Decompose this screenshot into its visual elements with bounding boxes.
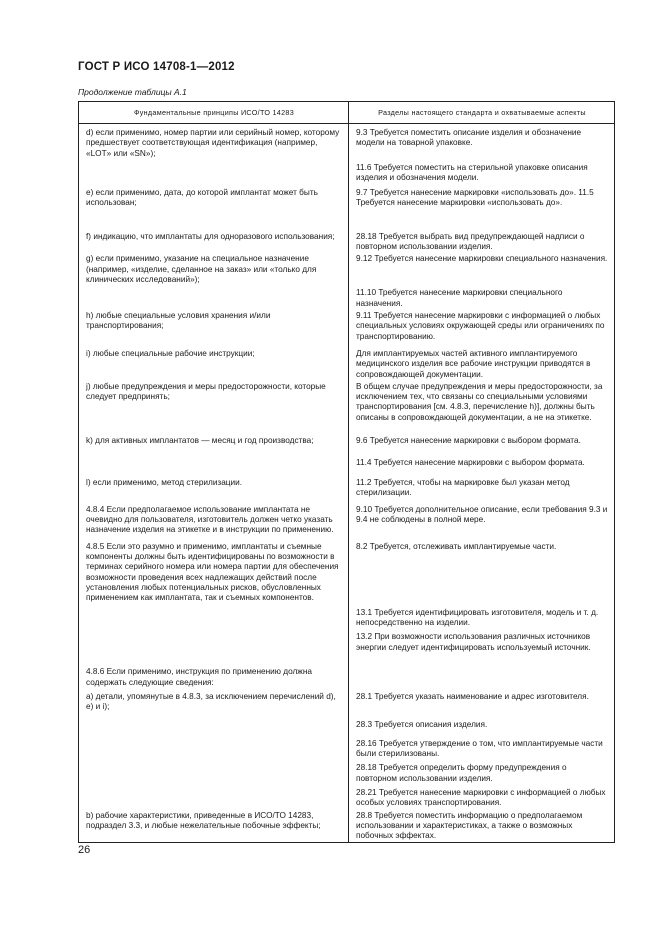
principle-cell bbox=[79, 454, 349, 475]
table-row bbox=[79, 759, 615, 784]
table-row bbox=[79, 809, 615, 842]
table-row bbox=[79, 688, 615, 716]
section-cell: 11.2 Требуется, чтобы на маркировке был указан метод стерилизации. bbox=[349, 475, 615, 499]
table-continuation-caption: Продолжение таблицы А.1 bbox=[78, 87, 187, 97]
section-cell: 13.2 При возможности использования различных источников энергии следует идентифицировать используемый источник. bbox=[349, 628, 615, 665]
principle-cell: 4.8.5 Если это разумно и применимо, имплантаты и съемные компоненты должны быть идентифицированы по возможности в терминах серийного номера или номера партии для обеспечения возможности проведения всех надлежащих действий после установления любых потенциальных рисков, обусловленных применением как имплантата, так и съемных компонентов. bbox=[79, 538, 349, 604]
principle-cell: j) любые предупреждения и меры предосторожности, которые следует предпринять; bbox=[79, 380, 349, 432]
principle-cell: 4.8.4 Если предполагаемое использование имплантата не очевидно для пользователя, изготовитель должен четко указать назначение изделия на этикетке и в инструкции по применению. bbox=[79, 499, 349, 538]
table-row bbox=[79, 628, 615, 665]
table-row bbox=[79, 285, 615, 309]
section-cell: 28.18 Требуется определить форму предупреждения о повторном использовании изделия. bbox=[349, 759, 615, 784]
section-cell: 11.6 Требуется поместить на стерильной упаковке описания изделия и обозначения модели. bbox=[349, 159, 615, 184]
table-row bbox=[79, 252, 615, 285]
table-row bbox=[79, 309, 615, 347]
principle-cell: l) если применимо, метод стерилизации. bbox=[79, 475, 349, 499]
principle-cell: i) любые специальные рабочие инструкции; bbox=[79, 347, 349, 380]
section-cell: 9.10 Требуется дополнительное описание, если требования 9.3 и 9.4 не соблюдены в полной мере. bbox=[349, 499, 615, 538]
principle-cell bbox=[79, 628, 349, 665]
table-row bbox=[79, 347, 615, 380]
principle-cell: 4.8.6 Если применимо, инструкция по применению должна содержать следующие сведения: bbox=[79, 665, 349, 688]
table-row bbox=[79, 735, 615, 760]
section-cell: 9.12 Требуется нанесение маркировки специального назначения. bbox=[349, 252, 615, 285]
table-row bbox=[79, 454, 615, 475]
table-row bbox=[79, 499, 615, 538]
section-cell: 9.7 Требуется нанесение маркировки «использовать до». 11.5 Требуется нанесение маркировки «использовать до». bbox=[349, 184, 615, 230]
page-number: 26 bbox=[78, 844, 91, 856]
table-row bbox=[79, 665, 615, 688]
section-cell: Для имплантируемых частей активного имплантируемого медицинского изделия все рабочие инструкции приводятся в сопровождающей документации. bbox=[349, 347, 615, 380]
requirements-table bbox=[78, 101, 615, 843]
principle-cell: f) индикацию, что имплантаты для одноразового использования; bbox=[79, 230, 349, 253]
section-cell: 9.3 Требуется поместить описание изделия и обозначение модели на товарной упаковке. bbox=[349, 124, 615, 159]
table-row bbox=[79, 184, 615, 230]
table-row bbox=[79, 432, 615, 454]
principle-cell bbox=[79, 735, 349, 760]
principle-cell: а) детали, упомянутые в 4.8.3, за исключением перечислений d), e) и i); bbox=[79, 688, 349, 716]
table-row bbox=[79, 380, 615, 432]
section-cell: В общем случае предупреждения и меры предосторожности, за исключением тех, что связаны со специальными условиями транспортирования [см. 4.8.3, перечисление h)], должны быть описаны в сопровождающей документации, а не на этикетке. bbox=[349, 380, 615, 432]
table-row bbox=[79, 124, 615, 159]
section-cell: 28.18 Требуется выбрать вид предупреждающей надписи о повторном использовании изделия. bbox=[349, 230, 615, 253]
table-row bbox=[79, 538, 615, 604]
table-row bbox=[79, 230, 615, 253]
section-cell: 9.11 Требуется нанесение маркировки с информацией о любых специальных условиях окружающей среды или ограничениях по транспортированию. bbox=[349, 309, 615, 347]
principle-cell: е) если применимо, дата, до которой имплантат может быть использован; bbox=[79, 184, 349, 230]
principle-cell bbox=[79, 604, 349, 629]
principle-cell: g) если применимо, указание на специальное назначение (например, «изделие, сделанное на заказ» или «только для клинических исследований»); bbox=[79, 252, 349, 285]
principle-cell: d) если применимо, номер партии или серийный номер, которому предшествует соответствующая идентификация (например, «LOT» или «SN»); bbox=[79, 124, 349, 159]
header-sections: Разделы настоящего стандарта и охватываемые аспекты bbox=[349, 102, 615, 124]
table-row bbox=[79, 716, 615, 735]
table-header-row bbox=[79, 102, 615, 124]
section-cell: 28.21 Требуется нанесение маркировки с информацией о любых особых условиях транспортирования. bbox=[349, 784, 615, 809]
section-cell: 28.1 Требуется указать наименование и адрес изготовителя. bbox=[349, 688, 615, 716]
principle-cell: b) рабочие характеристики, приведенные в ИСО/ТО 14283, подраздел 3.3, и любые нежелательные побочные эффекты; bbox=[79, 809, 349, 842]
principle-cell: h) любые специальные условия хранения и/или транспортирования; bbox=[79, 309, 349, 347]
table-row bbox=[79, 784, 615, 809]
section-cell bbox=[349, 665, 615, 688]
principle-cell bbox=[79, 716, 349, 735]
document-code: ГОСТ Р ИСО 14708-1—2012 bbox=[78, 61, 235, 73]
section-cell: 11.4 Требуется нанесение маркировки с выбором формата. bbox=[349, 454, 615, 475]
principle-cell: k) для активных имплантатов — месяц и год производства; bbox=[79, 432, 349, 454]
section-cell: 28.3 Требуется описания изделия. bbox=[349, 716, 615, 735]
principle-cell bbox=[79, 784, 349, 809]
section-cell: 8.2 Требуется, отслеживать имплантируемые части. bbox=[349, 538, 615, 604]
section-cell: 11.10 Требуется нанесение маркировки специального назначения. bbox=[349, 285, 615, 309]
section-cell: 28.16 Требуется утверждение о том, что имплантируемые части были стерилизованы. bbox=[349, 735, 615, 760]
header-principles: Фундаментальные принципы ИСО/ТО 14283 bbox=[79, 102, 349, 124]
principle-cell bbox=[79, 759, 349, 784]
section-cell: 9.6 Требуется нанесение маркировки с выбором формата. bbox=[349, 432, 615, 454]
section-cell: 13.1 Требуется идентифицировать изготовителя, модель и т. д. непосредственно на изделии. bbox=[349, 604, 615, 629]
table-row bbox=[79, 475, 615, 499]
principle-cell bbox=[79, 159, 349, 184]
table-row bbox=[79, 159, 615, 184]
section-cell: 28.8 Требуется поместить информацию о предполагаемом использовании и характеристиках, а также о возможных побочных эффектах. bbox=[349, 809, 615, 842]
table-body bbox=[79, 124, 615, 843]
table-row bbox=[79, 604, 615, 629]
principle-cell bbox=[79, 285, 349, 309]
